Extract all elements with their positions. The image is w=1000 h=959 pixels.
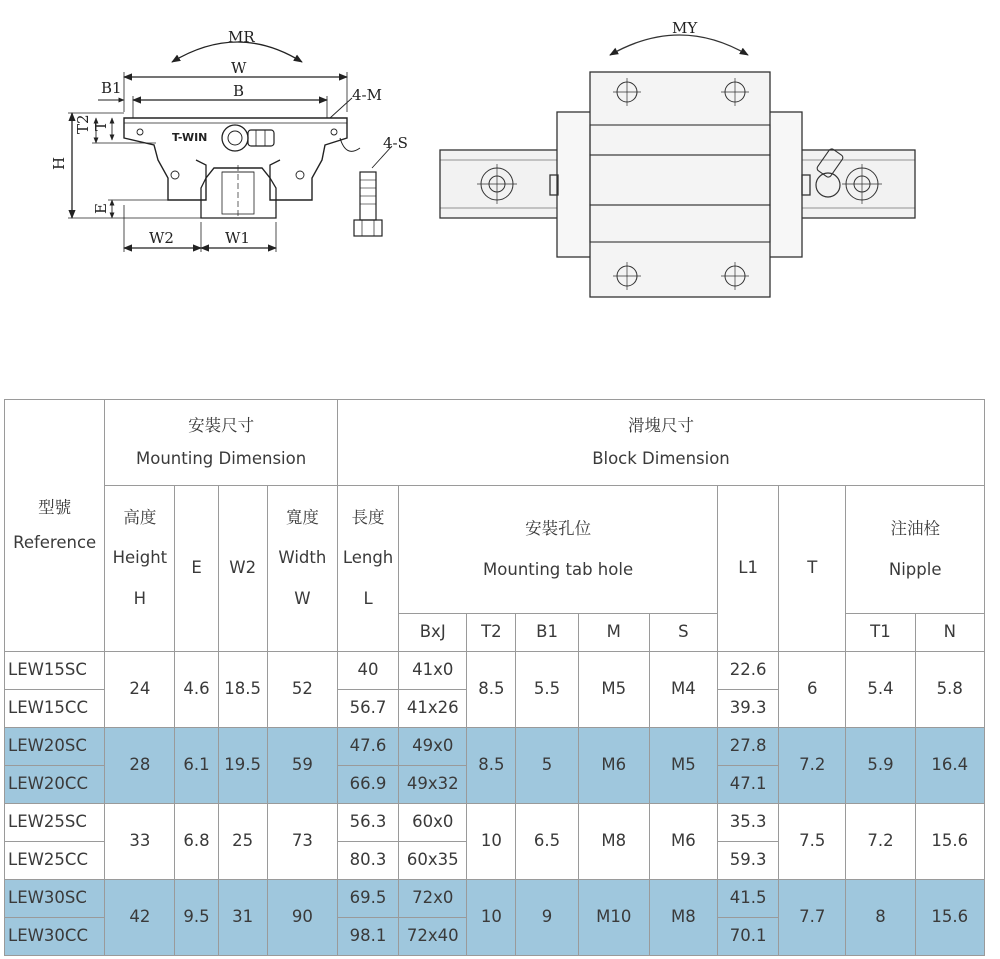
bxj-cell: 49x32 <box>399 766 467 804</box>
e-cell: 6.8 <box>175 804 218 880</box>
e-cell: 9.5 <box>175 880 218 956</box>
b1-cell: 5 <box>516 728 578 804</box>
technical-drawing <box>0 0 1000 390</box>
t1-header: T1 <box>846 614 915 652</box>
front-view-drawing <box>68 42 392 252</box>
t2-label: T2 <box>74 114 92 134</box>
bxj-header: BxJ <box>399 614 467 652</box>
m-cell: M8 <box>578 804 649 880</box>
width-cell: 90 <box>267 880 337 956</box>
n-cell: 15.6 <box>915 880 984 956</box>
height-en: Height <box>112 548 168 568</box>
b1-cell: 6.5 <box>516 804 578 880</box>
reference-cn: 型號 <box>38 497 72 517</box>
height-cell: 33 <box>105 804 175 880</box>
h-label: H <box>50 156 68 170</box>
nipple-cn: 注油栓 <box>890 518 940 538</box>
reference-cell: LEW30SC <box>5 880 105 918</box>
t1-cell: 8 <box>846 880 915 956</box>
t-header: T <box>779 486 846 652</box>
mounting-tab-en: Mounting tab hole <box>483 559 634 579</box>
bxj-cell: 60x0 <box>399 804 467 842</box>
t-cell: 7.7 <box>779 880 846 956</box>
t2-cell: 8.5 <box>467 652 516 728</box>
length-en: Lengh <box>342 548 394 568</box>
reference-cell: LEW20SC <box>5 728 105 766</box>
length-cell: 56.3 <box>337 804 398 842</box>
reference-cell: LEW30CC <box>5 918 105 956</box>
t1-cell: 7.2 <box>846 804 915 880</box>
height-cell: 42 <box>105 880 175 956</box>
width-cell: 52 <box>267 652 337 728</box>
l1-cell: 27.8 <box>718 728 779 766</box>
length-cell: 80.3 <box>337 842 398 880</box>
reference-cell: LEW15SC <box>5 652 105 690</box>
header-row-2 <box>5 486 985 614</box>
width-sym: W <box>294 588 311 608</box>
4s-label: 4-S <box>383 134 408 152</box>
w2-label: W2 <box>149 229 174 247</box>
t2-cell: 10 <box>467 804 516 880</box>
width-cell: 59 <box>267 728 337 804</box>
s-cell: M6 <box>649 804 717 880</box>
my-label: MY <box>672 19 698 37</box>
length-cell: 47.6 <box>337 728 398 766</box>
b-label: B <box>233 82 245 100</box>
l1-header: L1 <box>718 486 779 652</box>
mounting-tab-cn: 安裝孔位 <box>525 518 592 538</box>
w-label: W <box>231 59 247 77</box>
bxj-cell: 49x0 <box>399 728 467 766</box>
e-header: E <box>175 486 218 652</box>
table-row <box>5 880 985 918</box>
e-label: E <box>92 203 110 214</box>
t-label: T <box>92 120 110 131</box>
m-cell: M10 <box>578 880 649 956</box>
t2-header: T2 <box>467 614 516 652</box>
s-header: S <box>649 614 717 652</box>
width-en: Width <box>278 548 327 568</box>
top-view-drawing <box>440 35 915 297</box>
block-dimension-header <box>337 400 984 486</box>
length-cell: 98.1 <box>337 918 398 956</box>
table-row <box>5 804 985 842</box>
4m-label: 4-M <box>352 86 382 104</box>
bxj-cell: 60x35 <box>399 842 467 880</box>
mounting-dimension-header <box>105 400 338 486</box>
height-sym: H <box>133 588 147 608</box>
length-cell: 66.9 <box>337 766 398 804</box>
n-header: N <box>915 614 984 652</box>
length-header <box>337 486 398 652</box>
e-cell: 6.1 <box>175 728 218 804</box>
w2-header: W2 <box>218 486 267 652</box>
bxj-cell: 72x40 <box>399 918 467 956</box>
block-dimension-en: Block Dimension <box>592 448 730 468</box>
w2-cell: 31 <box>218 880 267 956</box>
table-row <box>5 652 985 690</box>
nipple-header <box>846 486 985 614</box>
s-cell: M5 <box>649 728 717 804</box>
width-header <box>267 486 337 652</box>
l1-cell: 59.3 <box>718 842 779 880</box>
reference-cell: LEW25SC <box>5 804 105 842</box>
l1-cell: 22.6 <box>718 652 779 690</box>
b1-cell: 9 <box>516 880 578 956</box>
n-cell: 15.6 <box>915 804 984 880</box>
l1-cell: 39.3 <box>718 690 779 728</box>
height-cell: 28 <box>105 728 175 804</box>
t2-cell: 10 <box>467 880 516 956</box>
b1-cell: 5.5 <box>516 652 578 728</box>
header-row-1 <box>5 400 985 486</box>
l1-cell: 41.5 <box>718 880 779 918</box>
bxj-cell: 41x0 <box>399 652 467 690</box>
m-cell: M6 <box>578 728 649 804</box>
length-cell: 69.5 <box>337 880 398 918</box>
m-cell: M5 <box>578 652 649 728</box>
t-cell: 7.2 <box>779 728 846 804</box>
m-header: M <box>578 614 649 652</box>
b1-header: B1 <box>516 614 578 652</box>
reference-header <box>5 400 105 652</box>
block-dimension-cn: 滑塊尺寸 <box>627 415 694 435</box>
w2-cell: 18.5 <box>218 652 267 728</box>
mounting-tab-header <box>399 486 718 614</box>
length-cell: 56.7 <box>337 690 398 728</box>
width-cell: 73 <box>267 804 337 880</box>
t1-cell: 5.4 <box>846 652 915 728</box>
mounting-dimension-en: Mounting Dimension <box>136 448 307 468</box>
mr-label: MR <box>228 28 255 46</box>
height-cell: 24 <box>105 652 175 728</box>
height-cn: 高度 <box>123 507 157 527</box>
length-cell: 40 <box>337 652 398 690</box>
nipple-en: Nipple <box>888 559 942 579</box>
w1-label: W1 <box>225 229 250 247</box>
bxj-cell: 41x26 <box>399 690 467 728</box>
l1-cell: 35.3 <box>718 804 779 842</box>
s-cell: M8 <box>649 880 717 956</box>
n-cell: 5.8 <box>915 652 984 728</box>
width-cn: 寬度 <box>285 507 319 527</box>
brand-label: T-WIN <box>172 131 208 144</box>
reference-cell: LEW15CC <box>5 690 105 728</box>
reference-en: Reference <box>13 532 97 552</box>
w2-cell: 19.5 <box>218 728 267 804</box>
table-row <box>5 728 985 766</box>
mounting-dimension-cn: 安裝尺寸 <box>188 415 255 435</box>
length-sym: L <box>363 588 373 608</box>
length-cn: 長度 <box>351 507 385 527</box>
t2-cell: 8.5 <box>467 728 516 804</box>
n-cell: 16.4 <box>915 728 984 804</box>
e-cell: 4.6 <box>175 652 218 728</box>
t-cell: 6 <box>779 652 846 728</box>
bxj-cell: 72x0 <box>399 880 467 918</box>
b1-label: B1 <box>101 79 122 97</box>
reference-cell: LEW25CC <box>5 842 105 880</box>
specification-table <box>4 399 985 956</box>
l1-cell: 47.1 <box>718 766 779 804</box>
reference-cell: LEW20CC <box>5 766 105 804</box>
w2-cell: 25 <box>218 804 267 880</box>
t1-cell: 5.9 <box>846 728 915 804</box>
t-cell: 7.5 <box>779 804 846 880</box>
l1-cell: 70.1 <box>718 918 779 956</box>
height-header <box>105 486 175 652</box>
s-cell: M4 <box>649 652 717 728</box>
